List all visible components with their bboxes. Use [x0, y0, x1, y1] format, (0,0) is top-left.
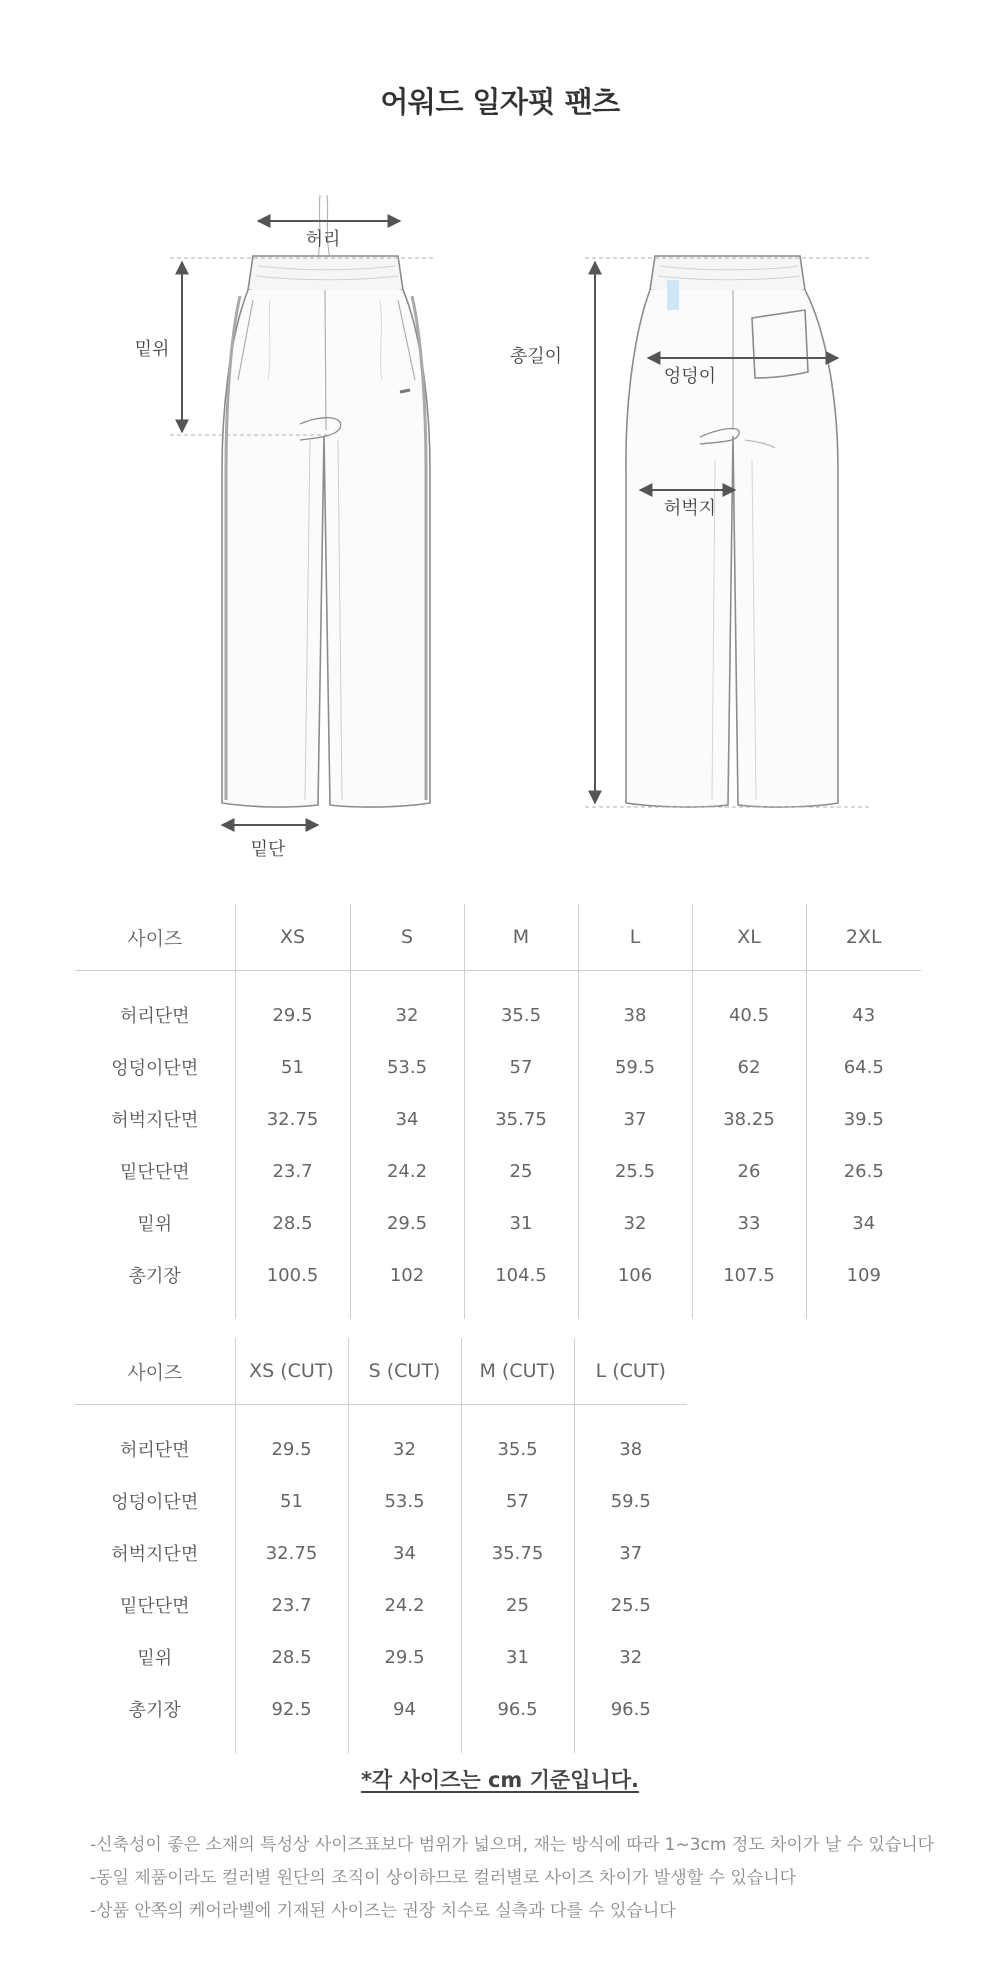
cell: 31 — [461, 1631, 574, 1683]
cell: 94 — [348, 1683, 461, 1753]
total-length-label: 총길이 — [509, 346, 563, 367]
table-row — [75, 1527, 687, 1579]
cell: 107.5 — [692, 1249, 806, 1319]
hem-label: 밑단 — [250, 839, 286, 860]
cell: 38 — [574, 1405, 687, 1476]
cell: 28.5 — [235, 1631, 348, 1683]
cell: 35.5 — [461, 1405, 574, 1476]
cell: 39.5 — [806, 1093, 921, 1145]
row-label: 밑단단면 — [119, 1596, 190, 1617]
hip-label: 엉덩이 — [663, 366, 717, 387]
thigh-label: 허벅지 — [663, 498, 717, 519]
cell: 62 — [692, 1041, 806, 1093]
cell: 32 — [574, 1631, 687, 1683]
cell: 37 — [578, 1093, 692, 1145]
front-pants-illustration — [222, 195, 430, 807]
cell: 32 — [348, 1405, 461, 1476]
cell: 23.7 — [235, 1145, 350, 1197]
cell: 24.2 — [348, 1579, 461, 1631]
cell: 32.75 — [235, 1093, 350, 1145]
cell: 32.75 — [235, 1527, 348, 1579]
cell: 29.5 — [348, 1631, 461, 1683]
table-row — [75, 1145, 921, 1197]
cell: 25.5 — [578, 1145, 692, 1197]
row-label: 허벅지단면 — [111, 1110, 199, 1131]
cell: 100.5 — [235, 1249, 350, 1319]
cell: 32 — [578, 1197, 692, 1249]
cell: 38 — [578, 971, 692, 1042]
cell: 59.5 — [574, 1475, 687, 1527]
cell: 25.5 — [574, 1579, 687, 1631]
cell: 109 — [806, 1249, 921, 1319]
cell: 38.25 — [692, 1093, 806, 1145]
cell: 25 — [461, 1579, 574, 1631]
cell: 92.5 — [235, 1683, 348, 1753]
disclaimer-item: -상품 안쪽의 케어라벨에 기재된 사이즈는 권장 치수로 실측과 다를 수 있습니다 — [90, 1901, 676, 1921]
header-l-cut: L (CUT) — [574, 1338, 687, 1405]
row-label: 총기장 — [128, 1266, 181, 1287]
cell: 104.5 — [464, 1249, 578, 1319]
cell: 51 — [235, 1475, 348, 1527]
unit-note: *각 사이즈는 cm 기준입니다. — [360, 1768, 640, 1792]
size-table-regular — [75, 904, 921, 1319]
row-label: 밑위 — [137, 1648, 173, 1669]
row-label: 밑단단면 — [119, 1162, 190, 1183]
size-table-cut — [75, 1338, 687, 1753]
row-label: 허벅지단면 — [111, 1544, 199, 1565]
cell: 24.2 — [350, 1145, 464, 1197]
header-2xl: 2XL — [806, 904, 921, 971]
cell: 106 — [578, 1249, 692, 1319]
header-l: L — [578, 904, 692, 971]
table-row — [75, 1631, 687, 1683]
cell: 29.5 — [235, 1405, 348, 1476]
table-row — [75, 1197, 921, 1249]
cell: 33 — [692, 1197, 806, 1249]
cell: 25 — [464, 1145, 578, 1197]
cell: 35.5 — [464, 971, 578, 1042]
cell: 23.7 — [235, 1579, 348, 1631]
cell: 40.5 — [692, 971, 806, 1042]
row-label: 엉덩이단면 — [111, 1492, 199, 1513]
pants-measurement-diagram — [0, 180, 1000, 860]
table-header-row — [75, 1338, 687, 1405]
table-row — [75, 1475, 687, 1527]
row-label: 엉덩이단면 — [111, 1058, 199, 1079]
cell: 31 — [464, 1197, 578, 1249]
header-size: 사이즈 — [75, 1338, 235, 1405]
table-row — [75, 971, 921, 1042]
table-row — [75, 1249, 921, 1319]
cell: 57 — [461, 1475, 574, 1527]
cell: 35.75 — [461, 1527, 574, 1579]
header-s-cut: S (CUT) — [348, 1338, 461, 1405]
cell: 34 — [348, 1527, 461, 1579]
row-label: 허리단면 — [119, 1006, 190, 1027]
cell: 34 — [806, 1197, 921, 1249]
header-xs-cut: XS (CUT) — [235, 1338, 348, 1405]
cell: 29.5 — [235, 971, 350, 1042]
cell: 26 — [692, 1145, 806, 1197]
cell: 102 — [350, 1249, 464, 1319]
waist-label: 허리 — [305, 229, 341, 250]
cell: 57 — [464, 1041, 578, 1093]
cell: 96.5 — [574, 1683, 687, 1753]
disclaimer-item: -신축성이 좋은 소재의 특성상 사이즈표보다 범위가 넓으며, 재는 방식에 따라 1~3cm 정도 차이가 날 수 있습니다 — [90, 1835, 935, 1855]
cell: 37 — [574, 1527, 687, 1579]
cell: 43 — [806, 971, 921, 1042]
row-label: 총기장 — [128, 1700, 181, 1721]
header-size: 사이즈 — [75, 904, 235, 971]
cell: 29.5 — [350, 1197, 464, 1249]
cell: 53.5 — [350, 1041, 464, 1093]
table-header-row — [75, 904, 921, 971]
disclaimer-list — [90, 1829, 970, 1928]
cell: 59.5 — [578, 1041, 692, 1093]
header-xs: XS — [235, 904, 350, 971]
cell: 32 — [350, 971, 464, 1042]
header-s: S — [350, 904, 464, 971]
page-title: 어워드 일자핏 팬츠 — [380, 85, 620, 119]
disclaimer-item: -동일 제품이라도 컬러별 원단의 조직이 상이하므로 컬러별로 사이즈 차이가 발생할 수 있습니다 — [90, 1868, 797, 1888]
table-row — [75, 1041, 921, 1093]
cell: 51 — [235, 1041, 350, 1093]
row-label: 밑위 — [137, 1214, 173, 1235]
cell: 34 — [350, 1093, 464, 1145]
cell: 96.5 — [461, 1683, 574, 1753]
cell: 35.75 — [464, 1093, 578, 1145]
header-m: M — [464, 904, 578, 971]
rise-label: 밑위 — [134, 339, 170, 360]
table-row — [75, 1405, 687, 1476]
table-row — [75, 1579, 687, 1631]
table-row — [75, 1093, 921, 1145]
row-label: 허리단면 — [119, 1440, 190, 1461]
cell: 64.5 — [806, 1041, 921, 1093]
header-xl: XL — [692, 904, 806, 971]
cell: 28.5 — [235, 1197, 350, 1249]
back-pants-illustration — [626, 256, 838, 807]
header-m-cut: M (CUT) — [461, 1338, 574, 1405]
table-row — [75, 1683, 687, 1753]
cell: 26.5 — [806, 1145, 921, 1197]
cell: 53.5 — [348, 1475, 461, 1527]
